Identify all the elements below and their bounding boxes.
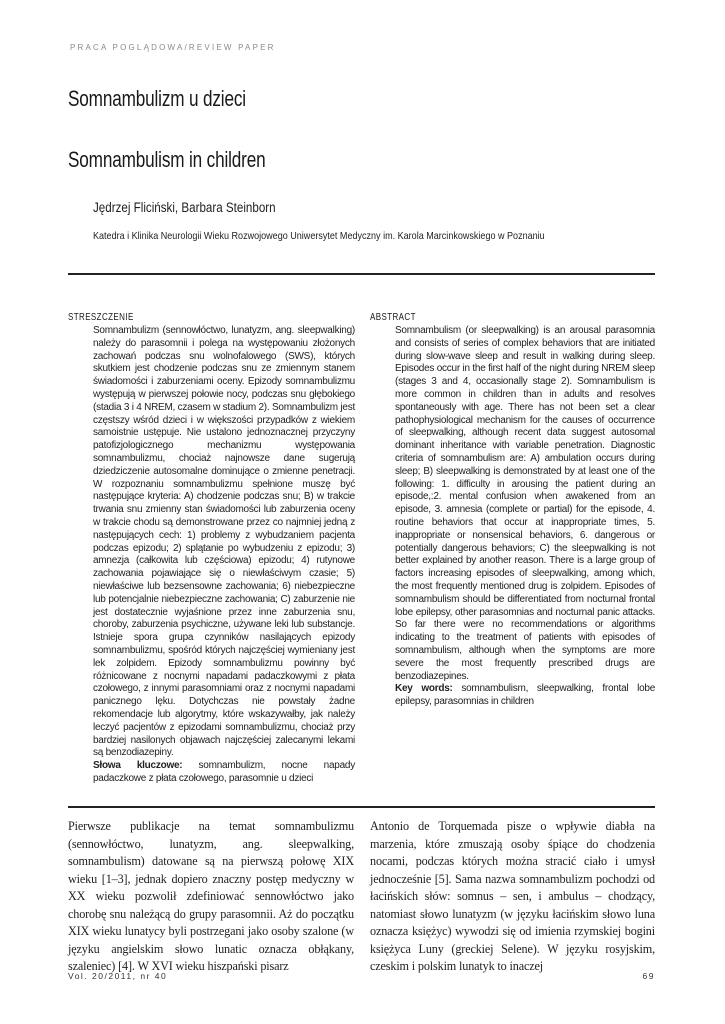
- streszczenie-block: [93, 325, 355, 786]
- body-paragraph-right: Antonio de Torquemada pisze o wpływie diabła na marzenia, które zmuszają osoby śpiące do chodzenia nocami, podczas których można stracić ciało i umysł jednocześnie [5]. Sama nazwa somnambulizm pochodzi od łacińskich słów: somnus – sen, i ambulus – chodzący, natomiast słowo lunatyzm (w języku łacińskim słowo luna oznacza księżyc) wywodzi się od imienia rzymskiej bogini księżyca Luny (greckiej Selene). W języku rosyjskim, czeskim i polskim lunatyk to inaczej: [370, 819, 655, 973]
- page-number: 69: [642, 971, 655, 981]
- streszczenie-heading: STRESZCZENIE: [68, 312, 134, 323]
- body-column-right: [370, 818, 655, 976]
- body-column-left: [68, 818, 354, 976]
- keywords-label-en: Key words:: [395, 683, 453, 695]
- title-polish: Somnambulizm u dzieci: [68, 86, 246, 111]
- streszczenie-keywords: [93, 760, 355, 786]
- article-type-label: PRACA POGLĄDOWA/REVIEW PAPER: [70, 43, 276, 52]
- body-paragraph-left: Pierwsze publikacje na temat somnambulizmu (sennowłóctwo, lunatyzm, ang. sleepwalking, somnambulism) datowane są na pierwszą połowę XIX wieku [1–3], jednak dopiero znaczny postęp medyczny w XX wieku pozwolił zdefiniować sennowłóctwo jako chorobę snu należącą do grupy parasomnii. Aż do początku XIX wieku lunatycy byli postrzegani jako osoby szalone (w języku angielskim słowo lunatic oznacza obłąkany, szaleniec) [4]. W XVI wieku hiszpański pisarz: [68, 819, 354, 973]
- title-english: Somnambulism in children: [68, 147, 266, 172]
- affiliation: Katedra i Klinika Neurologii Wieku Rozwojowego Uniwersytet Medyczny im. Karola Marcinkowskiego w Poznaniu: [93, 230, 545, 242]
- streszczenie-text: Somnambulizm (sennowłóctwo, lunatyzm, ang. sleepwalking) należy do parasomnii i polega na występowaniu złożonych zachowań podczas snu wolnofalowego (SWS), których skutkiem jest chodzenie podczas snu ze zmiennym stanem świadomości i zaburzeniami oceny. Epizody somnambulizmu występują w pierwszej połowie nocy, podczas snu głębokiego (stadia 3 i 4 NREM, czasem w stadium 2). Somnambulizm jest częstszy wśród dzieci i w większości przypadków z wiekiem samoistnie ustępuje. Nie ustalono jednoznacznej przyczyny patofizjologicznego mechanizmu występowania somnambulizmu, chociaż najnowsze dane sugerują dziedziczenie autosomalne dominujące o zmienne penetracji. W rozpoznaniu somnambulizmu spełnione muszę być następujące kryteria: A) chodzenie podczas snu; B) w trakcie trwania snu zmienny stan świadomości lub zaburzenia oceny w trakcie chodu są demonstrowane przez co najmniej jedną z następujących cech: 1) problemy z wybudzaniem pacjenta podczas epizodu; 2) splątanie po wybudzeniu z epizodu; 3) amnezja (całkowita lub częściowa) epizodu; 4) rutynowe zachowania pojawiające się o niewłaściwym czasie; 5) niewłaściwe lub bezsensowne zachowania; 6) niebezpieczne lub potencjalnie niebezpieczne zachowania; C) zaburzenie nie jest dostatecznie wyjaśnione przez inne zaburzenia snu, choroby, zaburzenia psychiczne, używane leki lub substancje. Istnieje spora grupa czynników nasilających epizody somnambulizmu, spośród których najczęściej wymieniany jest lek zolpidem. Epizody somnambulizmu powinny być różnicowane z nocnymi napadami padaczkowymi z płata czołowego, z innymi parasomniami oraz z nocnymi napadami panicznego lęku. Dotychczas nie powstały żadne rekomendacje lub algorytmy, które wskazywałby, jak należy leczyć pacjentów z epizodami somnambulizmu, chociaż przy bardziej nasilonych objawach najczęściej zalecanymi lekami są benzodiazepiny.: [93, 325, 355, 759]
- abstract-heading: ABSTRACT: [370, 312, 416, 323]
- authors: Jędrzej Fliciński, Barbara Steinborn: [93, 200, 276, 215]
- top-divider: [68, 273, 655, 275]
- journal-volume: Vol. 20/2011, nr 40: [68, 971, 168, 981]
- bottom-divider: [68, 806, 655, 808]
- keywords-en: somnambulism, sleepwalking, frontal lobe epilepsy, parasomnias in children: [395, 683, 656, 708]
- abstract-text: Somnambulism (or sleepwalking) is an arousal parasomnia and consists of series of complex behaviors that are initiated during slow-wave sleep and result in walking during sleep. Episodes occur in the first half of the night during NREM sleep (stages 3 and 4, occasionally stage 2). Somnambulism is more common in children than in adults and resolves spontaneously with age. There has not been set a clear pathophysiological mechanism for the causes of occurrence of sleepwalking, although recent data suggest autosomal dominant inheritance with variable penetration. Diagnostic criteria of somnambulism are: A) ambulation occurs during sleep; B) sleepwalking is demonstrated by at least one of the following: 1. difficulty in arousing the patient during an episode,:2. mental confusion when awakened from an episode, 3. amnesia (complete or partial) for the episode, 4. routine behaviors that occur at inappropriate times, 5. inappropriate or nonsensical behaviors, 6. dangerous or potentially dangerous behaviors; C) the sleepwalking is not better explained by another reason. There is a large group of factors increasing episodes of sleepwalking, among which, the most frequently mentioned drug is zolpidem. Episodes of somnambulism should be differentiated from nocturnal frontal lobe epilepsy, other parasomnias and nocturnal panic attacks. So far there were no recommendations or algorithms indicating to the treatment of patients with episodes of somnambulism, although when the symptoms are more severe the most frequently prescribed drugs are benzodiazepines.: [395, 325, 655, 682]
- abstract-block: [395, 325, 655, 709]
- keywords-pl: somnambulizm, nocne napady padaczkowe z płata czołowego, parasomnie u dzieci: [93, 760, 355, 784]
- abstract-keywords: [395, 683, 655, 709]
- keywords-label-pl: Słowa kluczowe:: [93, 760, 183, 772]
